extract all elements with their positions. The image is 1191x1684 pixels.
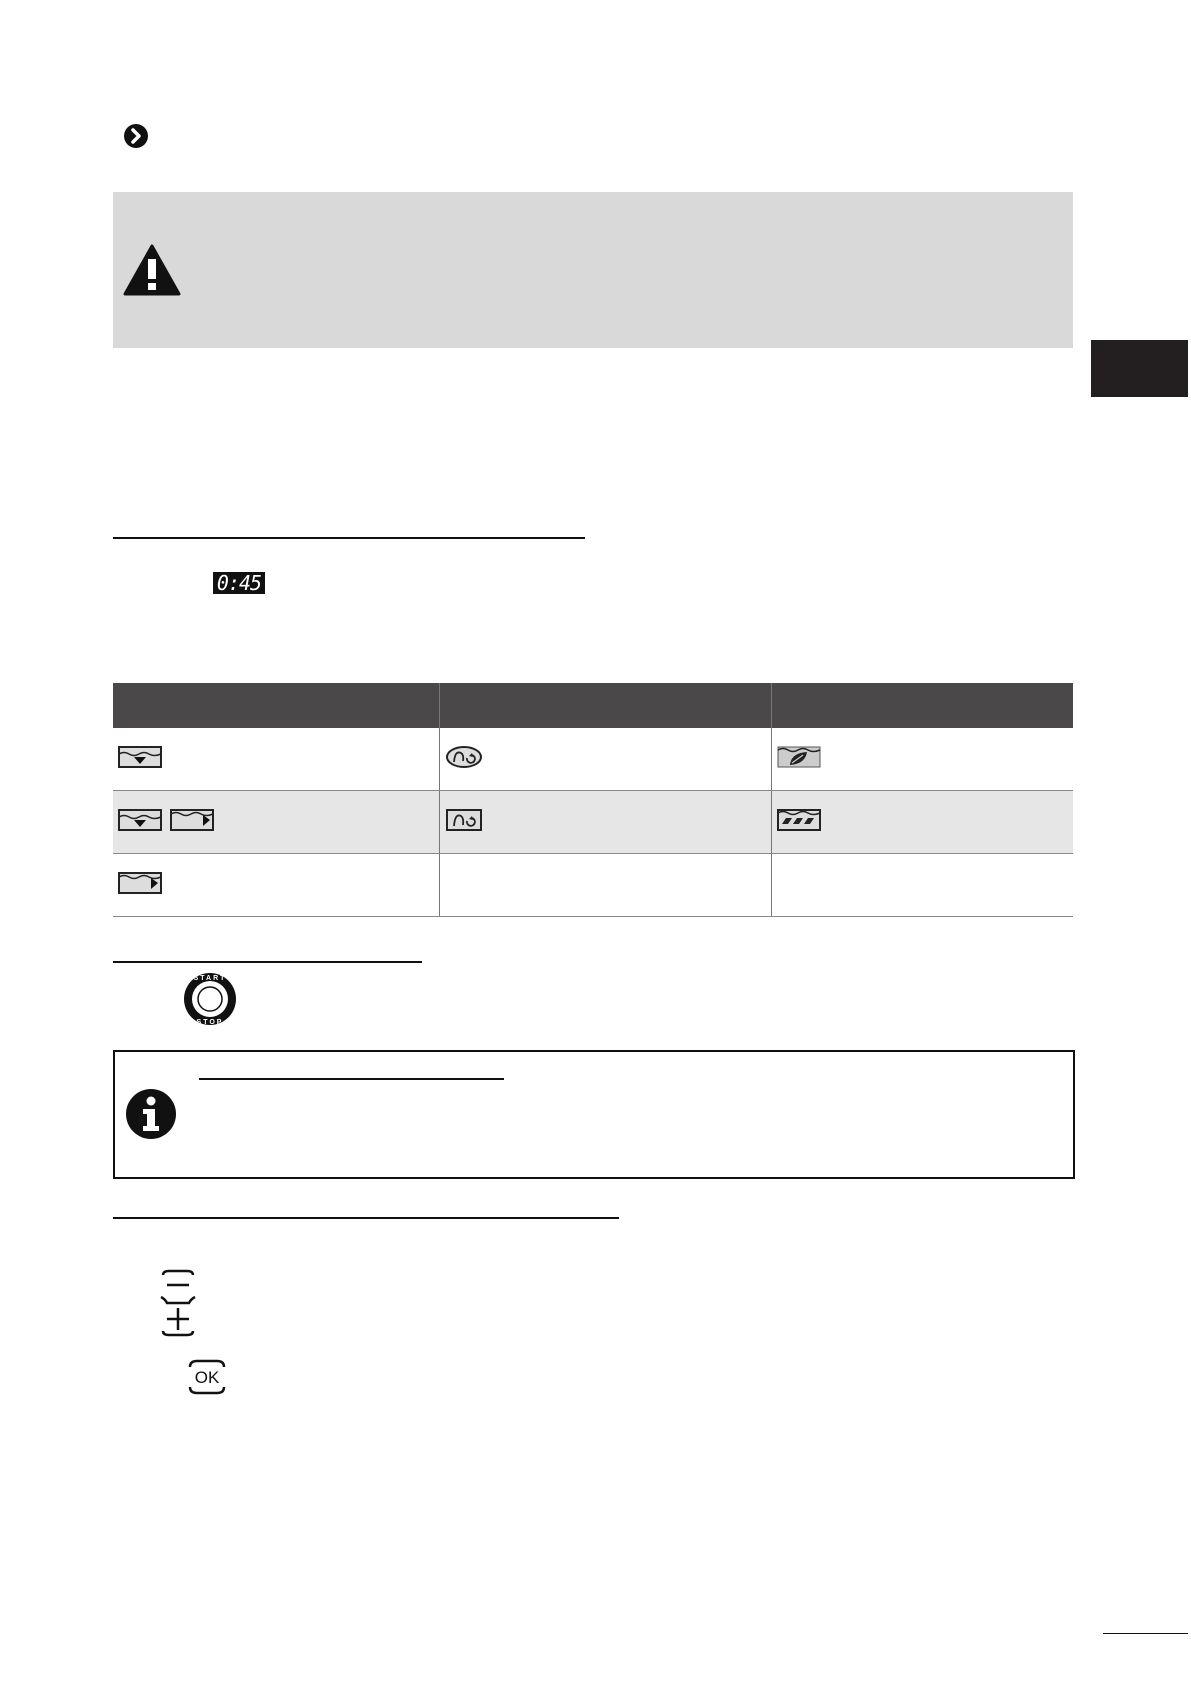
table-cell	[113, 791, 439, 854]
water-level-high-icon	[170, 809, 214, 836]
table-header-cell	[113, 683, 439, 728]
start-label: START	[193, 975, 227, 982]
warning-box	[113, 192, 1073, 348]
section-heading-underline	[113, 1217, 619, 1219]
program-symbol-table	[113, 683, 1073, 917]
stop-label: STOP	[196, 1019, 224, 1026]
table-cell	[439, 728, 771, 791]
info-box	[113, 1050, 1075, 1179]
table-row	[113, 728, 1073, 791]
water-level-low-icon	[118, 809, 162, 836]
warning-triangle-icon	[123, 243, 181, 297]
info-heading-underline	[199, 1078, 504, 1080]
info-icon	[125, 1088, 177, 1140]
side-section-tab	[1091, 340, 1188, 397]
table-cell	[439, 854, 771, 917]
table-cell	[771, 791, 1073, 854]
ok-label: OK	[194, 1368, 220, 1387]
timer-display: 0:45	[213, 572, 265, 594]
table-cell	[771, 854, 1073, 917]
water-level-high-icon	[118, 872, 162, 899]
eco-leaf-icon	[777, 745, 821, 774]
start-stop-button-icon	[182, 971, 238, 1027]
section-heading-underline	[113, 961, 422, 963]
table-cell	[439, 791, 771, 854]
water-level-low-icon	[118, 746, 162, 773]
table-header-row	[113, 683, 1073, 728]
triple-leaf-icon	[777, 808, 821, 837]
minus-plus-buttons-icon	[157, 1269, 199, 1337]
ok-button-icon	[186, 1359, 228, 1395]
table-cell	[771, 728, 1073, 791]
page-footer-rule	[1103, 1633, 1188, 1634]
table-header-cell	[771, 683, 1073, 728]
wash-cycle-square-icon	[445, 808, 483, 837]
table-cell	[113, 854, 439, 917]
table-row	[113, 854, 1073, 917]
table-row	[113, 791, 1073, 854]
table-cell	[113, 728, 439, 791]
section-heading-underline	[113, 537, 585, 539]
table-header-cell	[439, 683, 771, 728]
chevron-right-bullet-icon	[123, 123, 149, 149]
wash-cycle-oval-icon	[445, 745, 483, 774]
